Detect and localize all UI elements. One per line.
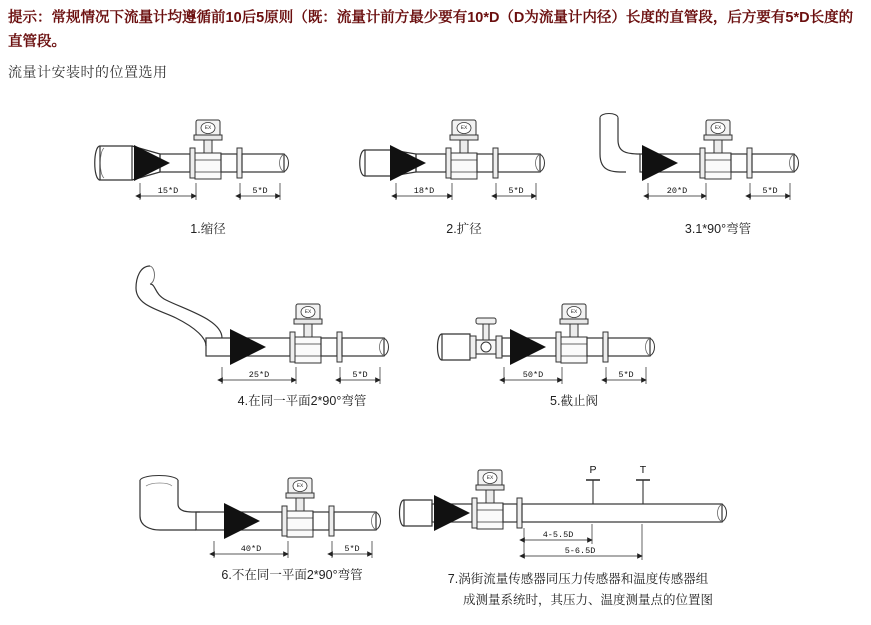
meter-tag-2: EX <box>460 124 468 131</box>
dim-upstream-2: 18*D <box>413 186 435 196</box>
dim-downstream-3: 5*D <box>762 186 778 196</box>
dim-upstream-1: 15*D <box>157 186 179 196</box>
dim-downstream-2: 5*D <box>508 186 524 196</box>
caption-1: 1.缩径 <box>190 222 226 236</box>
dim-downstream-4: 5*D <box>352 370 368 380</box>
meter-tag-1: EX <box>204 124 212 131</box>
caption-7-line1: 7.涡街流量传感器同压力传感器和温度传感器组 <box>447 572 709 586</box>
caption-3: 3.1*90°弯管 <box>684 222 752 236</box>
meter-tag-5: EX <box>570 308 578 315</box>
caption-4: 4.在同一平面2*90°弯管 <box>237 394 367 408</box>
notice-banner <box>8 6 860 54</box>
diagram-expander <box>360 120 545 236</box>
tap-label-temperature: T <box>639 464 647 476</box>
diagram-pressure-temperature <box>400 464 727 607</box>
diagram-canvas <box>0 88 871 625</box>
meter-tag-6: EX <box>296 482 304 489</box>
dim-upstream-6: 40*D <box>240 544 262 554</box>
diagram-stop-valve <box>438 304 655 408</box>
diagram-two-elbow-diff-plane <box>140 476 381 583</box>
page-subtitle: 流量计安装时的位置选用 <box>8 64 168 80</box>
dim-downstream-1: 5*D <box>252 186 268 196</box>
dim-upstream-5: 50*D <box>522 370 544 380</box>
caption-6: 6.不在同一平面2*90°弯管 <box>221 568 363 582</box>
diagram-one-elbow <box>600 114 799 237</box>
tap-label-pressure: P <box>589 464 597 476</box>
caption-5: 5.截止阀 <box>550 394 598 408</box>
dim-upstream-3: 20*D <box>666 186 688 196</box>
diagram-two-elbow-same-plane <box>136 266 389 408</box>
meter-tag-3: EX <box>714 124 722 131</box>
caption-2: 2.扩径 <box>446 222 482 236</box>
dim-pressure-7: 4-5.5D <box>542 530 574 540</box>
caption-7-line2: 成测量系统时，其压力、温度测量点的位置图 <box>462 593 714 607</box>
dim-downstream-6: 5*D <box>344 544 360 554</box>
dim-upstream-4: 25*D <box>248 370 270 380</box>
diagram-reducer <box>95 120 289 236</box>
meter-tag-7: EX <box>486 474 494 481</box>
notice-prefix: 提示： <box>8 10 52 26</box>
notice-text: 常规情况下流量计均遵循前10后5原则（既：流量计前方最少要有10*D（D为流量计内径）长度的直管段，后方要有5*D长度的直管段。 <box>8 10 854 50</box>
dim-downstream-5: 5*D <box>618 370 634 380</box>
meter-tag-4: EX <box>304 308 312 315</box>
dim-temperature-7: 5-6.5D <box>564 546 596 556</box>
